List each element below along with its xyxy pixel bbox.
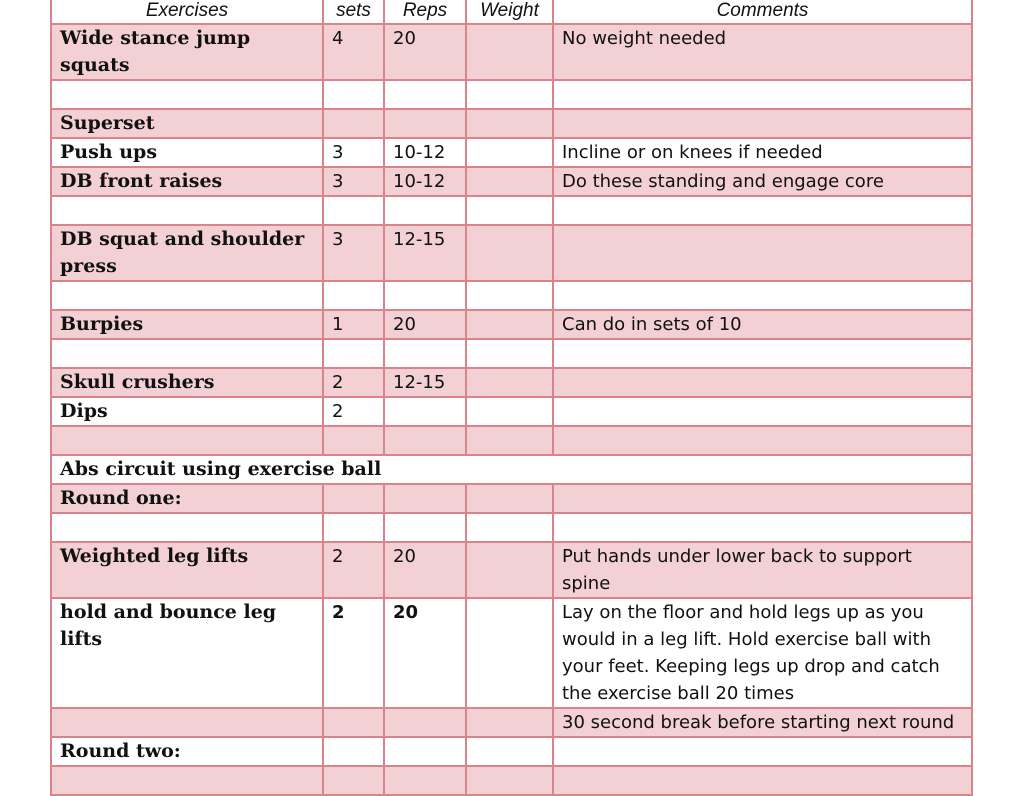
reps-cell xyxy=(384,339,466,368)
exercise-cell xyxy=(51,339,323,368)
exercise-cell xyxy=(51,196,323,225)
reps-cell: 10-12 xyxy=(384,167,466,196)
weight-cell xyxy=(466,426,553,455)
exercise-cell xyxy=(51,708,323,737)
weight-cell xyxy=(466,167,553,196)
comment-cell: Put hands under lower back to support spine xyxy=(553,542,972,598)
weight-cell xyxy=(466,737,553,766)
comment-cell xyxy=(553,368,972,397)
weight-cell xyxy=(466,339,553,368)
sets-cell xyxy=(323,484,384,513)
weight-cell xyxy=(466,598,553,708)
comment-cell: Do these standing and engage core xyxy=(553,167,972,196)
exercise-cell: Weighted leg lifts xyxy=(51,542,323,598)
comment-cell xyxy=(553,484,972,513)
reps-cell xyxy=(384,109,466,138)
table-row xyxy=(51,708,972,737)
header-comments: Comments xyxy=(553,0,972,24)
weight-cell xyxy=(466,281,553,310)
reps-cell: 20 xyxy=(384,310,466,339)
sets-cell xyxy=(323,281,384,310)
table-body xyxy=(51,24,972,795)
comment-cell: 30 second break before starting next round xyxy=(553,708,972,737)
weight-cell xyxy=(466,513,553,542)
workout-table xyxy=(50,0,973,796)
sets-cell: 2 xyxy=(323,397,384,426)
exercise-cell: hold and bounce leg lifts xyxy=(51,598,323,708)
comment-cell xyxy=(553,766,972,795)
header-row xyxy=(51,0,972,24)
comment-cell xyxy=(553,225,972,281)
reps-cell xyxy=(384,708,466,737)
reps-cell xyxy=(384,766,466,795)
reps-cell xyxy=(384,484,466,513)
table-row xyxy=(51,109,972,138)
exercise-cell: Skull crushers xyxy=(51,368,323,397)
table-row xyxy=(51,598,972,708)
weight-cell xyxy=(466,397,553,426)
table-row xyxy=(51,397,972,426)
sets-cell xyxy=(323,513,384,542)
sets-cell xyxy=(323,766,384,795)
exercise-cell: Burpies xyxy=(51,310,323,339)
sets-cell: 3 xyxy=(323,225,384,281)
sets-cell: 3 xyxy=(323,167,384,196)
weight-cell xyxy=(466,196,553,225)
table-row xyxy=(51,426,972,455)
table-row xyxy=(51,766,972,795)
reps-cell xyxy=(384,80,466,109)
table-row xyxy=(51,138,972,167)
reps-cell xyxy=(384,513,466,542)
weight-cell xyxy=(466,368,553,397)
header-sets: sets xyxy=(323,0,384,24)
sets-cell: 1 xyxy=(323,310,384,339)
table-row xyxy=(51,484,972,513)
reps-cell: 10-12 xyxy=(384,138,466,167)
reps-cell: 20 xyxy=(384,24,466,80)
exercise-cell xyxy=(51,426,323,455)
comment-cell: Lay on the floor and hold legs up as you would in a leg lift. Hold exercise ball with your feet. Keeping legs up drop and catch the exercise ball 20 times xyxy=(553,598,972,708)
comment-cell xyxy=(553,737,972,766)
weight-cell xyxy=(466,766,553,795)
reps-cell xyxy=(384,397,466,426)
table-row xyxy=(51,737,972,766)
reps-cell: 20 xyxy=(384,598,466,708)
header-weight: Weight xyxy=(466,0,553,24)
comment-cell: Can do in sets of 10 xyxy=(553,310,972,339)
table-row xyxy=(51,196,972,225)
exercise-cell: Superset xyxy=(51,109,323,138)
exercise-cell: Round one: xyxy=(51,484,323,513)
header-reps: Reps xyxy=(384,0,466,24)
exercise-cell: DB front raises xyxy=(51,167,323,196)
table-row xyxy=(51,368,972,397)
exercise-cell: Push ups xyxy=(51,138,323,167)
weight-cell xyxy=(466,310,553,339)
sets-cell xyxy=(323,80,384,109)
sets-cell: 2 xyxy=(323,598,384,708)
exercise-cell xyxy=(51,80,323,109)
exercise-cell: Round two: xyxy=(51,737,323,766)
sets-cell: 4 xyxy=(323,24,384,80)
table-row xyxy=(51,310,972,339)
comment-cell xyxy=(553,426,972,455)
table-row xyxy=(51,513,972,542)
weight-cell xyxy=(466,542,553,598)
weight-cell xyxy=(466,24,553,80)
table-row xyxy=(51,281,972,310)
table-row xyxy=(51,339,972,368)
comment-cell xyxy=(553,513,972,542)
table-row xyxy=(51,225,972,281)
sets-cell: 2 xyxy=(323,542,384,598)
comment-cell xyxy=(553,281,972,310)
sets-cell xyxy=(323,426,384,455)
sets-cell: 3 xyxy=(323,138,384,167)
exercise-cell: DB squat and shoulder press xyxy=(51,225,323,281)
comment-cell xyxy=(553,109,972,138)
weight-cell xyxy=(466,80,553,109)
sets-cell xyxy=(323,708,384,737)
reps-cell: 12-15 xyxy=(384,368,466,397)
reps-cell xyxy=(384,281,466,310)
table-row xyxy=(51,542,972,598)
table-row xyxy=(51,80,972,109)
reps-cell xyxy=(384,426,466,455)
comment-cell xyxy=(553,339,972,368)
sets-cell: 2 xyxy=(323,368,384,397)
comment-cell xyxy=(553,397,972,426)
sets-cell xyxy=(323,737,384,766)
weight-cell xyxy=(466,225,553,281)
sets-cell xyxy=(323,339,384,368)
reps-cell: 12-15 xyxy=(384,225,466,281)
table-row xyxy=(51,24,972,80)
table-row xyxy=(51,167,972,196)
sets-cell xyxy=(323,196,384,225)
reps-cell: 20 xyxy=(384,542,466,598)
weight-cell xyxy=(466,708,553,737)
weight-cell xyxy=(466,109,553,138)
comment-cell xyxy=(553,80,972,109)
sets-cell xyxy=(323,109,384,138)
table-row xyxy=(51,455,972,484)
exercise-cell xyxy=(51,513,323,542)
exercise-cell xyxy=(51,766,323,795)
weight-cell xyxy=(466,138,553,167)
exercise-cell xyxy=(51,281,323,310)
exercise-cell: Dips xyxy=(51,397,323,426)
reps-cell xyxy=(384,737,466,766)
weight-cell xyxy=(466,484,553,513)
reps-cell xyxy=(384,196,466,225)
comment-cell xyxy=(553,196,972,225)
comment-cell: Incline or on knees if needed xyxy=(553,138,972,167)
header-exercises: Exercises xyxy=(51,0,323,24)
section-heading-cell: Abs circuit using exercise ball xyxy=(51,455,972,484)
exercise-cell: Wide stance jump squats xyxy=(51,24,323,80)
comment-cell: No weight needed xyxy=(553,24,972,80)
